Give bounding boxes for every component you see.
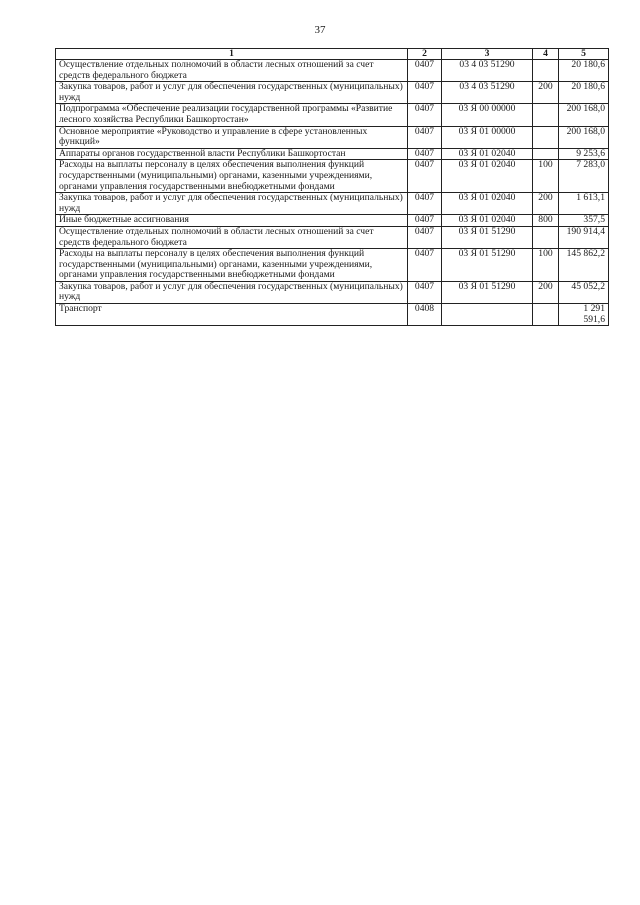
row-kind: [533, 304, 559, 326]
row-amount: 357,5: [559, 215, 609, 227]
table-row: [56, 148, 609, 160]
table-row: [56, 60, 609, 82]
table-row: [56, 281, 609, 303]
row-section: 0407: [408, 226, 442, 248]
table-header-row: [56, 49, 609, 60]
row-amount: 200 168,0: [559, 126, 609, 148]
row-name: Аппараты органов государственной власти Республики Башкортостан: [56, 148, 408, 160]
header-col-2: 2: [408, 49, 442, 60]
table-row: [56, 104, 609, 126]
row-name: Закупка товаров, работ и услуг для обеспечения государственных (муниципальных) нужд: [56, 82, 408, 104]
row-kind: 200: [533, 193, 559, 215]
row-section: 0407: [408, 82, 442, 104]
row-amount: 20 180,6: [559, 60, 609, 82]
row-code: 03 Я 01 02040: [442, 148, 533, 160]
table-row: [56, 249, 609, 282]
row-amount: 190 914,4: [559, 226, 609, 248]
row-kind: 200: [533, 82, 559, 104]
row-amount: 200 168,0: [559, 104, 609, 126]
row-code: 03 Я 01 00000: [442, 126, 533, 148]
page-number: 37: [314, 24, 326, 36]
row-kind: [533, 148, 559, 160]
row-kind: 100: [533, 249, 559, 282]
row-section: 0407: [408, 160, 442, 193]
table-row: [56, 304, 609, 326]
row-name: Осуществление отдельных полномочий в области лесных отношений за счет средств федерального бюджета: [56, 226, 408, 248]
header-col-3: 3: [442, 49, 533, 60]
row-kind: [533, 60, 559, 82]
row-name: Расходы на выплаты персоналу в целях обеспечения выполнения функций государственными (муниципальными) органами, казенными учреждениями, органами управления государственными внебюджетными фондами: [56, 249, 408, 282]
table-row: [56, 160, 609, 193]
row-name: Транспорт: [56, 304, 408, 326]
row-amount: 20 180,6: [559, 82, 609, 104]
row-name: Расходы на выплаты персоналу в целях обеспечения выполнения функций государственными (муниципальными) органами, казенными учреждениями, органами управления государственными внебюджетными фондами: [56, 160, 408, 193]
row-code: 03 Я 01 51290: [442, 281, 533, 303]
row-code: [442, 304, 533, 326]
row-section: 0407: [408, 60, 442, 82]
row-code: 03 Я 01 51290: [442, 249, 533, 282]
header-col-5: 5: [559, 49, 609, 60]
row-amount: 1 613,1: [559, 193, 609, 215]
row-section: 0407: [408, 148, 442, 160]
row-code: 03 Я 01 02040: [442, 193, 533, 215]
row-amount: 45 052,2: [559, 281, 609, 303]
row-name: Иные бюджетные ассигнования: [56, 215, 408, 227]
row-amount: 9 253,6: [559, 148, 609, 160]
row-amount: 145 862,2: [559, 249, 609, 282]
row-section: 0407: [408, 249, 442, 282]
row-name: Закупка товаров, работ и услуг для обеспечения государственных (муниципальных) нужд: [56, 281, 408, 303]
table-row: [56, 226, 609, 248]
row-amount: 1 291 591,6: [559, 304, 609, 326]
row-kind: 100: [533, 160, 559, 193]
table-row: [56, 193, 609, 215]
row-section: 0407: [408, 215, 442, 227]
row-kind: [533, 126, 559, 148]
table-row: [56, 82, 609, 104]
budget-table: [55, 48, 609, 326]
table-row: [56, 215, 609, 227]
row-section: 0407: [408, 126, 442, 148]
table-row: [56, 126, 609, 148]
row-section: 0407: [408, 281, 442, 303]
row-code: 03 Я 01 02040: [442, 215, 533, 227]
row-code: 03 Я 01 51290: [442, 226, 533, 248]
row-kind: 800: [533, 215, 559, 227]
row-name: Осуществление отдельных полномочий в области лесных отношений за счет средств федерального бюджета: [56, 60, 408, 82]
row-section: 0407: [408, 193, 442, 215]
row-code: 03 Я 01 02040: [442, 160, 533, 193]
row-code: 03 4 03 51290: [442, 60, 533, 82]
row-code: 03 4 03 51290: [442, 82, 533, 104]
row-kind: 200: [533, 281, 559, 303]
row-name: Основное мероприятие «Руководство и управление в сфере установленных функций»: [56, 126, 408, 148]
row-code: 03 Я 00 00000: [442, 104, 533, 126]
row-name: Подпрограмма «Обеспечение реализации государственной программы «Развитие лесного хозяйства Республики Башкортостан»: [56, 104, 408, 126]
header-col-1: 1: [56, 49, 408, 60]
row-name: Закупка товаров, работ и услуг для обеспечения государственных (муниципальных) нужд: [56, 193, 408, 215]
row-section: 0408: [408, 304, 442, 326]
row-section: 0407: [408, 104, 442, 126]
row-kind: [533, 226, 559, 248]
row-kind: [533, 104, 559, 126]
header-col-4: 4: [533, 49, 559, 60]
row-amount: 7 283,0: [559, 160, 609, 193]
